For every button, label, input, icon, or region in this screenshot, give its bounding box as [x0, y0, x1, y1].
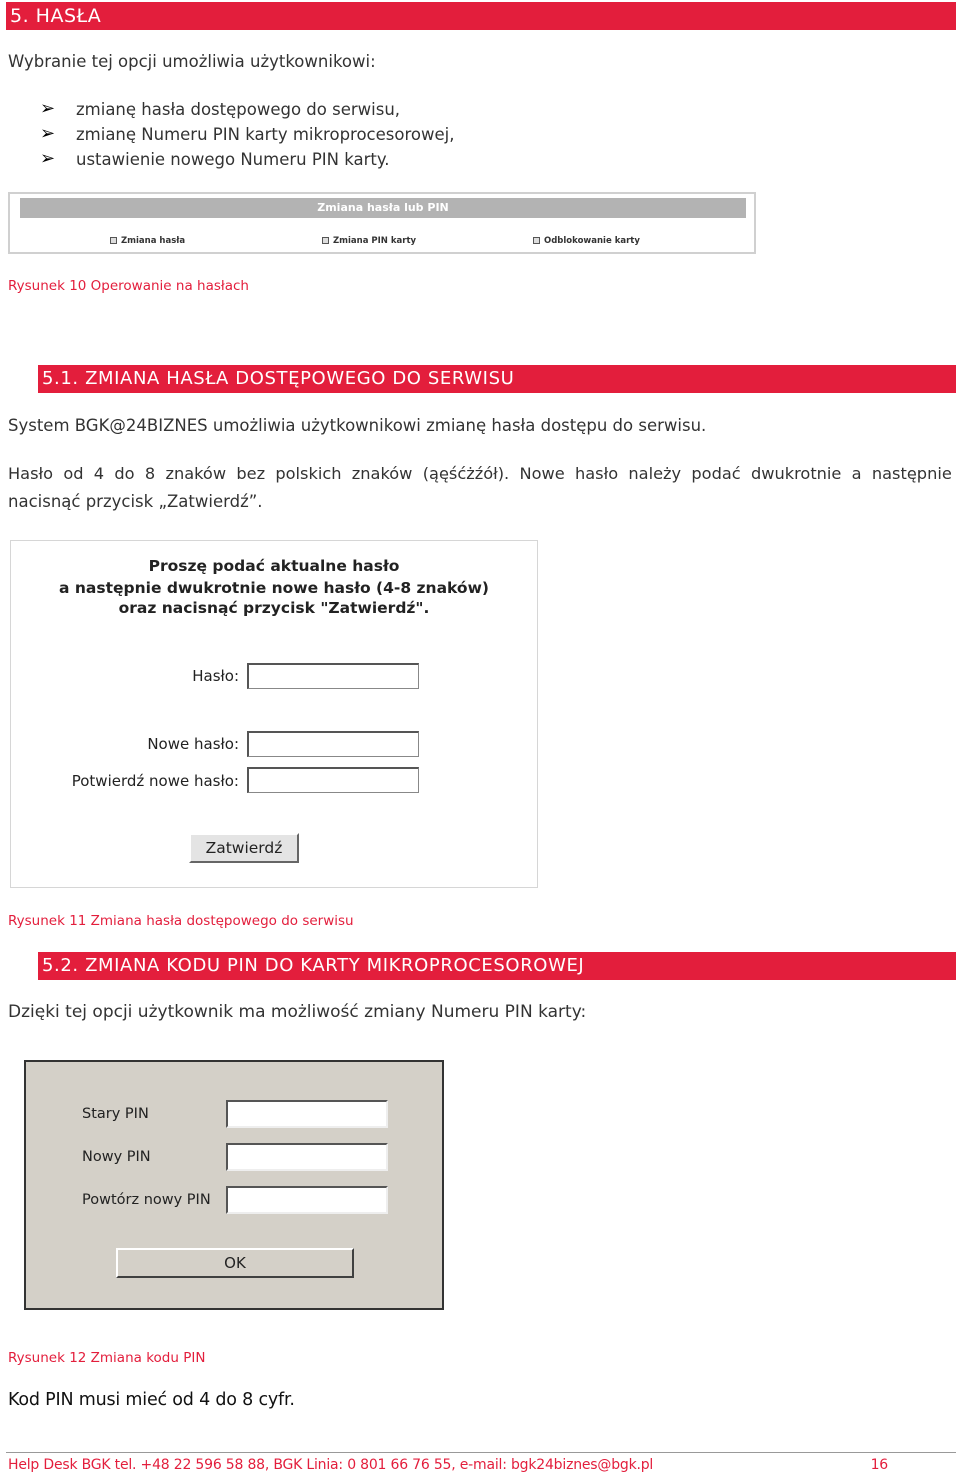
figure-caption: Rysunek 11 Zmiana hasła dostępowego do serwisu: [8, 913, 354, 929]
password-menu-figure: [8, 192, 756, 254]
square-bullet-icon: [322, 237, 329, 244]
intro-text: Wybranie tej opcji umożliwia użytkownikowi:: [8, 52, 376, 71]
menu-option-unblock-card[interactable]: Odblokowanie karty: [533, 236, 640, 246]
footer-divider: [6, 1452, 956, 1453]
new-password-input[interactable]: [247, 731, 419, 757]
arrowhead-bullet-icon: ➢: [40, 98, 56, 119]
change-pin-dialog: [24, 1060, 444, 1310]
change-password-form: [10, 540, 538, 888]
section-title: 5. HASŁA: [10, 5, 102, 27]
new-pin-label: Nowy PIN: [82, 1149, 151, 1165]
subsection-title-banner: [38, 365, 956, 393]
repeat-pin-input[interactable]: [226, 1186, 388, 1214]
new-password-label: Nowe hasło:: [147, 735, 239, 753]
bullet-list: [40, 100, 454, 175]
arrowhead-bullet-icon: ➢: [40, 148, 56, 169]
list-item: ➢ ustawienie nowego Numeru PIN karty.: [40, 148, 390, 169]
confirm-password-input[interactable]: [247, 767, 419, 793]
figure-caption: Rysunek 12 Zmiana kodu PIN: [8, 1350, 206, 1366]
section-title-banner: [6, 2, 956, 30]
paragraph: Dzięki tej opcji użytkownik ma możliwość zmiany Numeru PIN karty:: [8, 1002, 587, 1022]
menu-title-bar: Zmiana hasła lub PIN: [20, 198, 746, 218]
paragraph: System BGK@24BIZNES umożliwia użytkownikowi zmianę hasła dostępu do serwisu.: [8, 416, 707, 435]
square-bullet-icon: [110, 237, 117, 244]
menu-option-change-password[interactable]: Zmiana hasła: [110, 236, 185, 246]
list-item: ➢ zmianę Numeru PIN karty mikroprocesorowej,: [40, 123, 455, 144]
menu-option-change-pin[interactable]: Zmiana PIN karty: [322, 236, 416, 246]
old-pin-label: Stary PIN: [82, 1106, 149, 1122]
paragraph: nacisnąć przycisk „Zatwierdź”.: [8, 492, 263, 511]
form-heading: oraz nacisnąć przycisk "Zatwierdź".: [118, 599, 430, 617]
subsection-title: 5.1. ZMIANA HASŁA DOSTĘPOWEGO DO SERWISU: [42, 368, 515, 389]
square-bullet-icon: [533, 237, 540, 244]
figure-caption: Rysunek 10 Operowanie na hasłach: [8, 278, 249, 294]
arrowhead-bullet-icon: ➢: [40, 123, 56, 144]
password-label: Hasło:: [192, 667, 239, 685]
pin-requirement-note: Kod PIN musi mieć od 4 do 8 cyfr.: [8, 1390, 295, 1410]
ok-button[interactable]: OK: [116, 1248, 354, 1278]
list-item: ➢ zmianę hasła dostępowego do serwisu,: [40, 98, 401, 119]
form-heading: Proszę podać aktualne hasło: [148, 557, 400, 575]
repeat-pin-label: Powtórz nowy PIN: [82, 1192, 211, 1208]
confirm-button[interactable]: Zatwierdź: [189, 833, 299, 863]
page-footer: [8, 1457, 956, 1473]
confirm-password-label: Potwierdź nowe hasło:: [71, 772, 239, 790]
new-pin-input[interactable]: [226, 1143, 388, 1171]
form-heading: a następnie dwukrotnie nowe hasło (4-8 znaków): [59, 579, 489, 597]
subsection-title-banner: [38, 952, 956, 980]
paragraph: Hasło od 4 do 8 znaków bez polskich znaków (ąęśćżźół). Nowe hasło należy podać dwukrotnie a następnie: [8, 464, 952, 483]
current-password-input[interactable]: [247, 663, 419, 689]
old-pin-input[interactable]: [226, 1100, 388, 1128]
footer-contact: Help Desk BGK tel. +48 22 596 58 88, BGK Linia: 0 801 66 76 55, e-mail: bgk24biznes@bgk.pl: [8, 1457, 654, 1473]
subsection-title: 5.2. ZMIANA KODU PIN DO KARTY MIKROPROCESOROWEJ: [42, 955, 585, 976]
page-number: 16: [870, 1457, 888, 1473]
